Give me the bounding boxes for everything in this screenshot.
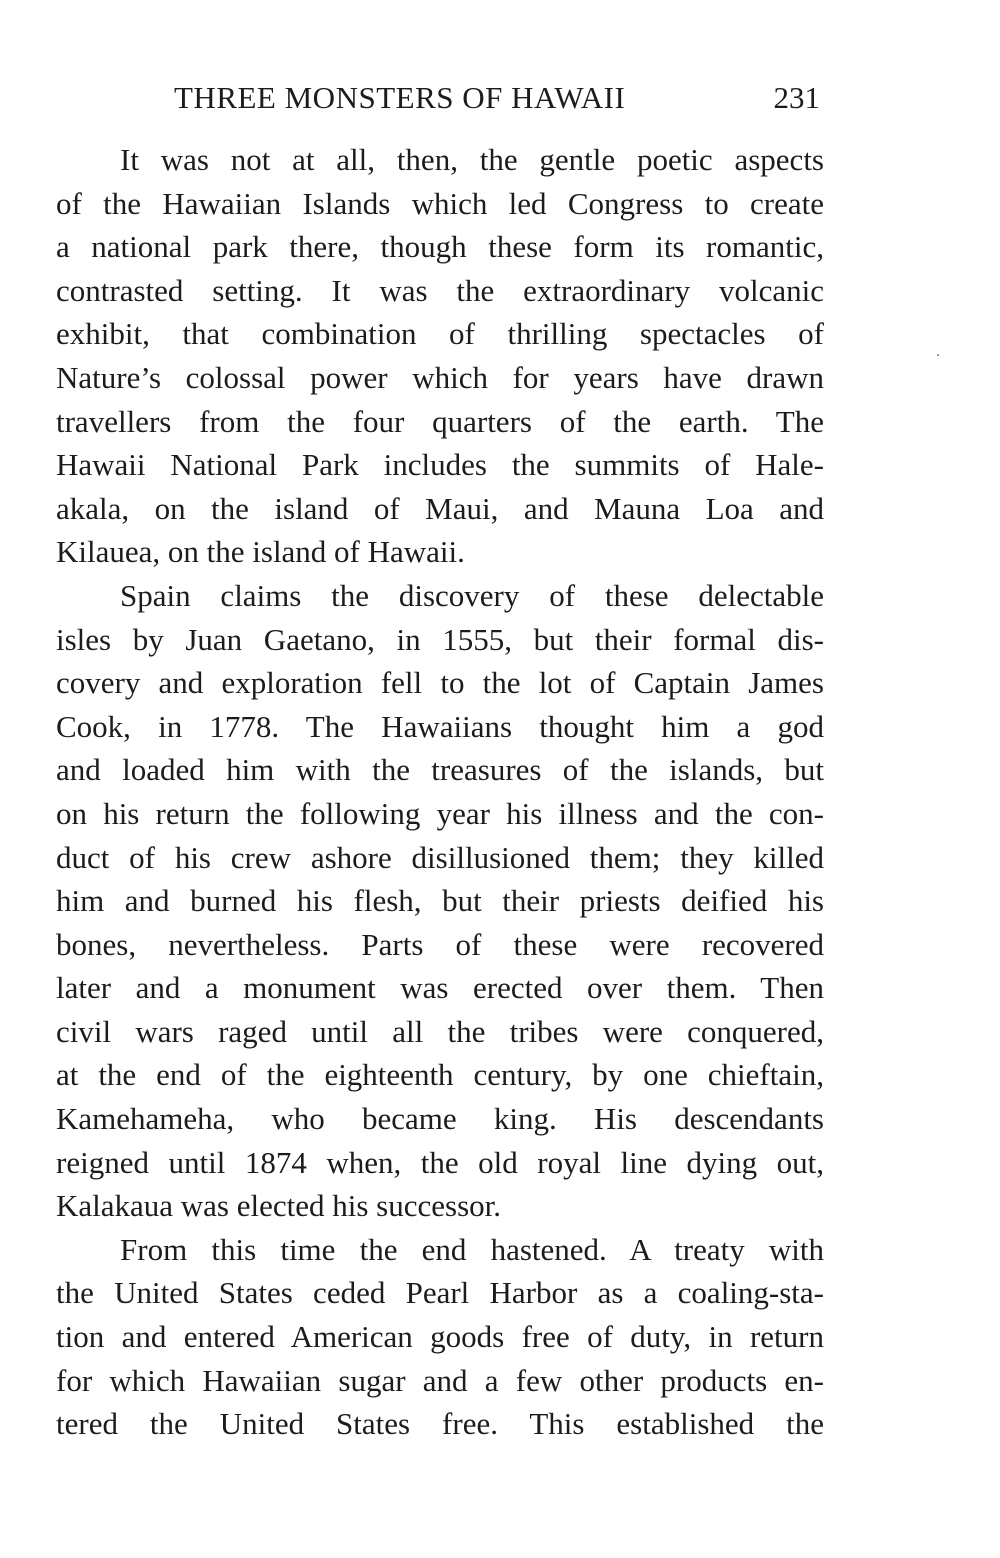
text-line: Spain claims the discovery of these delectable [120, 577, 824, 613]
text-line: travellers from the four quarters of the earth. The [56, 403, 824, 439]
text-line: akala, on the island of Maui, and Mauna Loa and [56, 490, 824, 526]
text-line: Kilauea, on the island of Hawaii. [56, 534, 465, 570]
text-line: a national park there, though these form its romantic, [56, 229, 824, 265]
page-number: 231 [773, 80, 820, 115]
book-page [56, 78, 824, 1446]
text-line: of the Hawaiian Islands which led Congress to create [56, 185, 824, 221]
text-line: civil wars raged until all the tribes were conquered, [56, 1013, 824, 1049]
text-line: for which Hawaiian sugar and a few other products en- [56, 1362, 824, 1398]
scan-speck [937, 354, 939, 356]
text-line: later and a monument was erected over them. Then [56, 970, 824, 1006]
running-title: THREE MONSTERS OF HAWAII [174, 80, 626, 115]
text-line: on his return the following year his illness and the con- [56, 795, 824, 831]
text-line: It was not at all, then, the gentle poetic aspects [120, 142, 824, 177]
text-line: Kalakaua was elected his successor. [56, 1188, 502, 1224]
text-line: Nature’s colossal power which for years have drawn [56, 359, 824, 395]
text-line: From this time the end hastened. A treaty with [120, 1231, 824, 1267]
text-line: him and burned his flesh, but their priests deified his [56, 883, 824, 919]
text-line: Cook, in 1778. The Hawaiians thought him a god [56, 708, 824, 744]
paragraph-1 [56, 138, 824, 574]
text-line: bones, nevertheless. Parts of these were recovered [56, 926, 824, 962]
text-line: duct of his crew ashore disillusioned them; they killed [56, 839, 824, 875]
text-line: reigned until 1874 when, the old royal line dying out, [56, 1144, 824, 1180]
running-head [56, 78, 824, 128]
text-line: Hawaii National Park includes the summits of Hale- [56, 447, 824, 483]
body-text [56, 138, 824, 1446]
text-line: Kamehameha, who became king. His descendants [56, 1101, 824, 1137]
text-line: at the end of the eighteenth century, by one chieftain, [56, 1057, 824, 1093]
text-line: tered the United States free. This established the [56, 1406, 824, 1442]
text-line: covery and exploration fell to the lot of Captain James [56, 665, 824, 701]
paragraph-3 [56, 1228, 824, 1446]
text-line: and loaded him with the treasures of the islands, but [56, 752, 824, 788]
text-line: exhibit, that combination of thrilling spectacles of [56, 316, 824, 352]
text-line: the United States ceded Pearl Harbor as a coaling-sta- [56, 1275, 824, 1311]
text-line: contrasted setting. It was the extraordinary volcanic [56, 272, 824, 308]
paragraph-2 [56, 574, 824, 1228]
text-line: tion and entered American goods free of duty, in return [56, 1319, 824, 1355]
text-line: isles by Juan Gaetano, in 1555, but their formal dis- [56, 621, 824, 657]
